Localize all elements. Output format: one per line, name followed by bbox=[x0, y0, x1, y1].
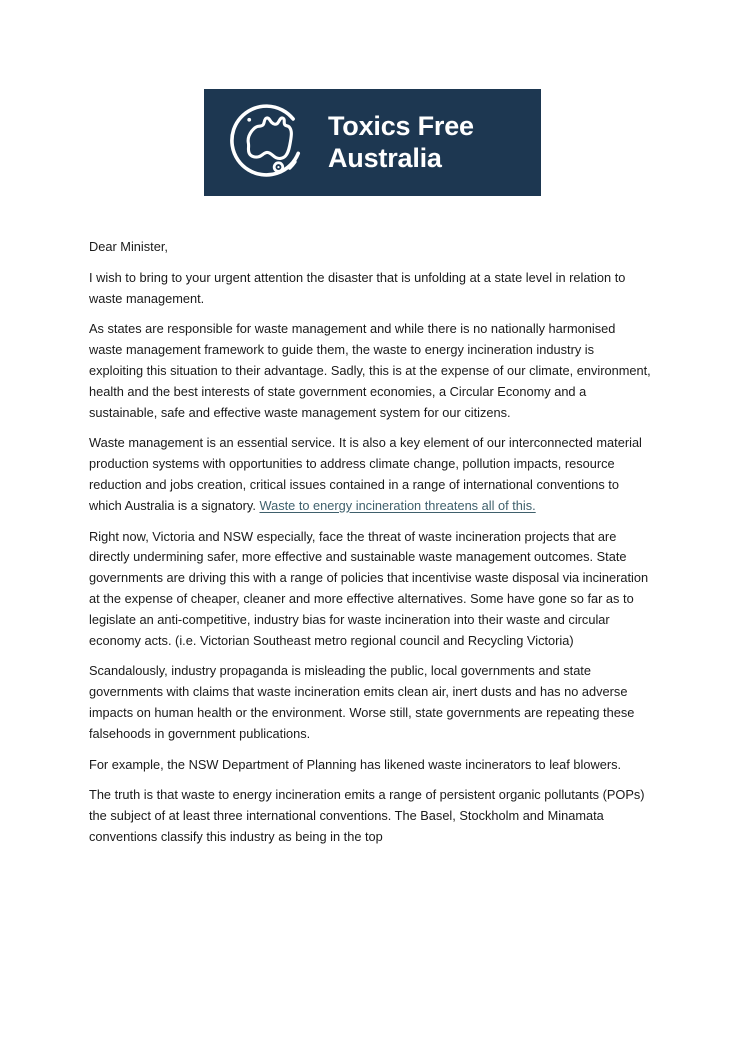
letter-body bbox=[89, 237, 651, 848]
paragraph-5: For example, the NSW Department of Planning has likened waste incinerators to leaf blowers. bbox=[89, 756, 622, 772]
letterhead-banner bbox=[204, 89, 541, 196]
paragraph-essential-service bbox=[89, 433, 651, 516]
paragraph-1: I wish to bring to your urgent attention the disaster that is unfolding at a state level in relation to waste management. bbox=[89, 269, 626, 306]
paragraph-6: The truth is that waste to energy incineration emits a range of persistent organic pollutants (POPs) the subject of at least three international conventions. The Basel, Stockholm and Minamata conventions classify this industry as being in the top bbox=[89, 787, 645, 844]
brand-line-one: Toxics Free bbox=[328, 111, 474, 142]
paragraph-3: Right now, Victoria and NSW especially, face the threat of waste incineration projects that are directly undermining safer, more effective and sustainable waste management outcomes. State governments are driving this with a range of policies that incentivise waste disposal via incineration at the expense of cheaper, cleaner and more effective alternatives. Some have gone so far as to legislate an anti-competitive, industry bias for waste incineration into their waste and circular economy acts. (i.e. Victorian Southeast metro regional council and Recycling Victoria) bbox=[89, 528, 649, 648]
brand-wordmark bbox=[328, 111, 474, 174]
salutation: Dear Minister, bbox=[89, 239, 168, 254]
essential-service-lead-text: Waste management is an essential service. It is also a key element of our interconnected material production systems with opportunities to address climate change, pollution impacts, resource reduction and jobs creation, critical issues contained in a range of international conventions to which Australia is a signatory. bbox=[89, 435, 642, 513]
brand-line-two: Australia bbox=[328, 142, 442, 173]
paragraph-4: Scandalously, industry propaganda is misleading the public, local governments and state governments with claims that waste incineration emits clean air, inert dusts and has no adverse impacts on human health or the environment. Worse still, state governments are repeating these falsehoods in government publications. bbox=[89, 663, 635, 741]
paragraph-2: As states are responsible for waste management and while there is no nationally harmonised waste management framework to guide them, the waste to energy incineration industry is exploiting this situation to their advantage. Sadly, this is at the expense of our climate, environment, health and the best interests of state government economies, a Circular Economy and a sustainable, safe and effective waste management system for our citizens. bbox=[89, 321, 651, 420]
waste-to-energy-emphasis-link[interactable]: Waste to energy incineration threatens all of this. bbox=[259, 497, 536, 513]
australia-globe-icon bbox=[226, 100, 312, 186]
